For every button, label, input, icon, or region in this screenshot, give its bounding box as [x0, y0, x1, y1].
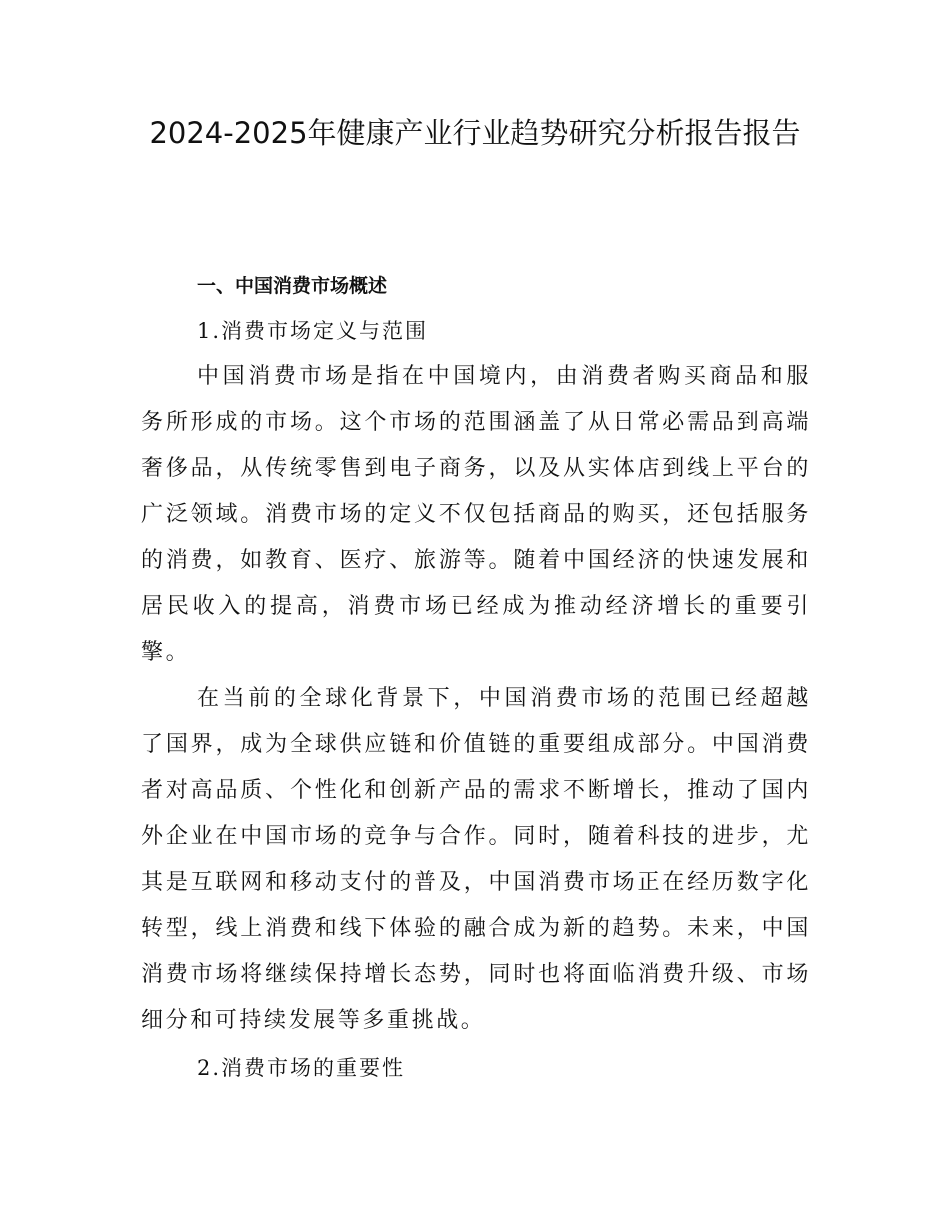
subsection-heading: 1.消费市场定义与范围	[197, 319, 429, 343]
section-heading: 一、中国消费市场概述	[197, 275, 388, 297]
document-title: 2024-2025年健康产业行业趋势研究分析报告报告	[149, 116, 801, 150]
body-paragraph: 中国消费市场是指在中国境内，由消费者购买商品和服务所形成的市场。这个市场的范围涵盖了从日常必需品到高端奢侈品，从传统零售到电子商务，以及从实体店到线上平台的广泛领域。消费市场的定义不仅包括商品的购买，还包括服务的消费，如教育、医疗、旅游等。随着中国经济的快速发展和居民收入的提高，消费市场已经成为推动经济增长的重要引擎。	[141, 364, 811, 665]
body-paragraph: 在当前的全球化背景下，中国消费市场的范围已经超越了国界，成为全球供应链和价值链的重要组成部分。中国消费者对高品质、个性化和创新产品的需求不断增长，推动了国内外企业在中国市场的竞争与合作。同时，随着科技的进步，尤其是互联网和移动支付的普及，中国消费市场正在经历数字化转型，线上消费和线下体验的融合成为新的趋势。未来，中国消费市场将继续保持增长态势，同时也将面临消费升级、市场细分和可持续发展等多重挑战。	[141, 686, 811, 1033]
subsection-heading: 2.消费市场的重要性	[197, 1056, 406, 1080]
